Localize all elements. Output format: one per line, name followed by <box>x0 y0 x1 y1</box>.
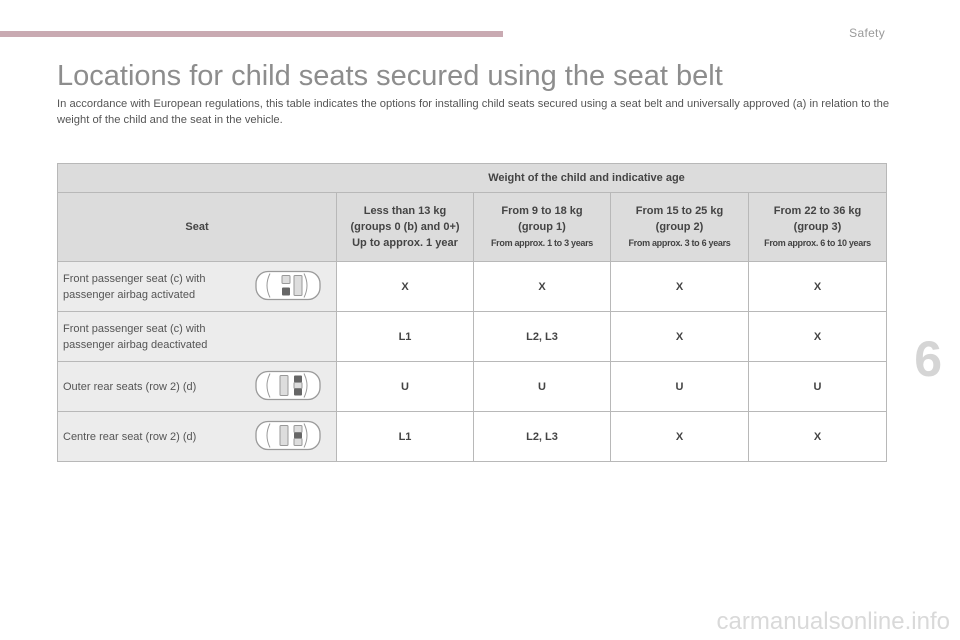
column-header-group2 <box>611 193 749 262</box>
table-row <box>58 262 887 312</box>
value-cell: L2, L3 <box>474 412 611 462</box>
column-weight: Less than 13 kg <box>363 205 447 217</box>
column-weight: From 22 to 36 kg <box>773 205 862 217</box>
value-cell: U <box>337 362 474 412</box>
column-age: From approx. 3 to 6 years <box>628 238 731 248</box>
seat-label: Front passenger seat (c) with passenger airbag activated <box>63 272 206 301</box>
value-cell: L1 <box>337 312 474 362</box>
seat-label: Outer rear seats (row 2) (d) <box>63 380 197 393</box>
seat-cell <box>58 362 337 412</box>
column-header-group3 <box>749 193 887 262</box>
seat-header: Seat <box>58 193 337 262</box>
intro-paragraph: In accordance with European regulations, this table indicates the options for installing child seats secured using a seat belt and universally approved (a) in relation to the weight of the child and the seat in the vehicle. <box>57 98 890 126</box>
seat-label: Front passenger seat (c) with passenger airbag deactivated <box>63 322 208 351</box>
value-cell: X <box>749 412 887 462</box>
value-cell: X <box>749 262 887 312</box>
car-outer-rear-seats-icon <box>254 367 322 406</box>
column-weight: From 15 to 25 kg <box>635 205 724 217</box>
column-header-group0 <box>337 193 474 262</box>
table-row <box>58 362 887 412</box>
column-age: From approx. 6 to 10 years <box>764 238 871 248</box>
chapter-number: 6 <box>914 331 942 387</box>
watermark: carmanualsonline.info <box>716 608 950 635</box>
top-accent-bar <box>0 31 503 37</box>
value-cell: X <box>611 412 749 462</box>
value-cell: U <box>611 362 749 412</box>
value-cell: L1 <box>337 412 474 462</box>
value-cell: U <box>749 362 887 412</box>
column-group: (group 3) <box>793 221 842 233</box>
seat-cell <box>58 312 337 362</box>
car-front-seat-icon <box>254 267 322 306</box>
seat-cell <box>58 412 337 462</box>
column-header-group1 <box>474 193 611 262</box>
table-row <box>58 312 887 362</box>
value-cell: X <box>611 312 749 362</box>
weight-header-row <box>58 164 887 193</box>
column-group: (group 2) <box>655 221 704 233</box>
column-age: From approx. 1 to 3 years <box>490 238 594 248</box>
seat-cell <box>58 262 337 312</box>
column-header-row <box>58 193 887 262</box>
column-group: (groups 0 (b) and 0+) <box>350 221 460 233</box>
value-cell: U <box>474 362 611 412</box>
section-label: Safety <box>849 26 885 40</box>
weight-header: Weight of the child and indicative age <box>58 164 887 193</box>
page-title: Locations for child seats secured using the seat belt <box>57 60 723 92</box>
car-centre-rear-seat-icon <box>254 417 322 456</box>
child-seat-table <box>57 163 887 462</box>
value-cell: X <box>474 262 611 312</box>
column-group: (group 1) <box>518 221 566 233</box>
table-row <box>58 412 887 462</box>
value-cell: X <box>337 262 474 312</box>
seat-label: Centre rear seat (row 2) (d) <box>63 430 197 443</box>
column-age: Up to approx. 1 year <box>352 237 458 249</box>
value-cell: X <box>749 312 887 362</box>
value-cell: L2, L3 <box>474 312 611 362</box>
column-weight: From 9 to 18 kg <box>501 205 583 217</box>
value-cell: X <box>611 262 749 312</box>
